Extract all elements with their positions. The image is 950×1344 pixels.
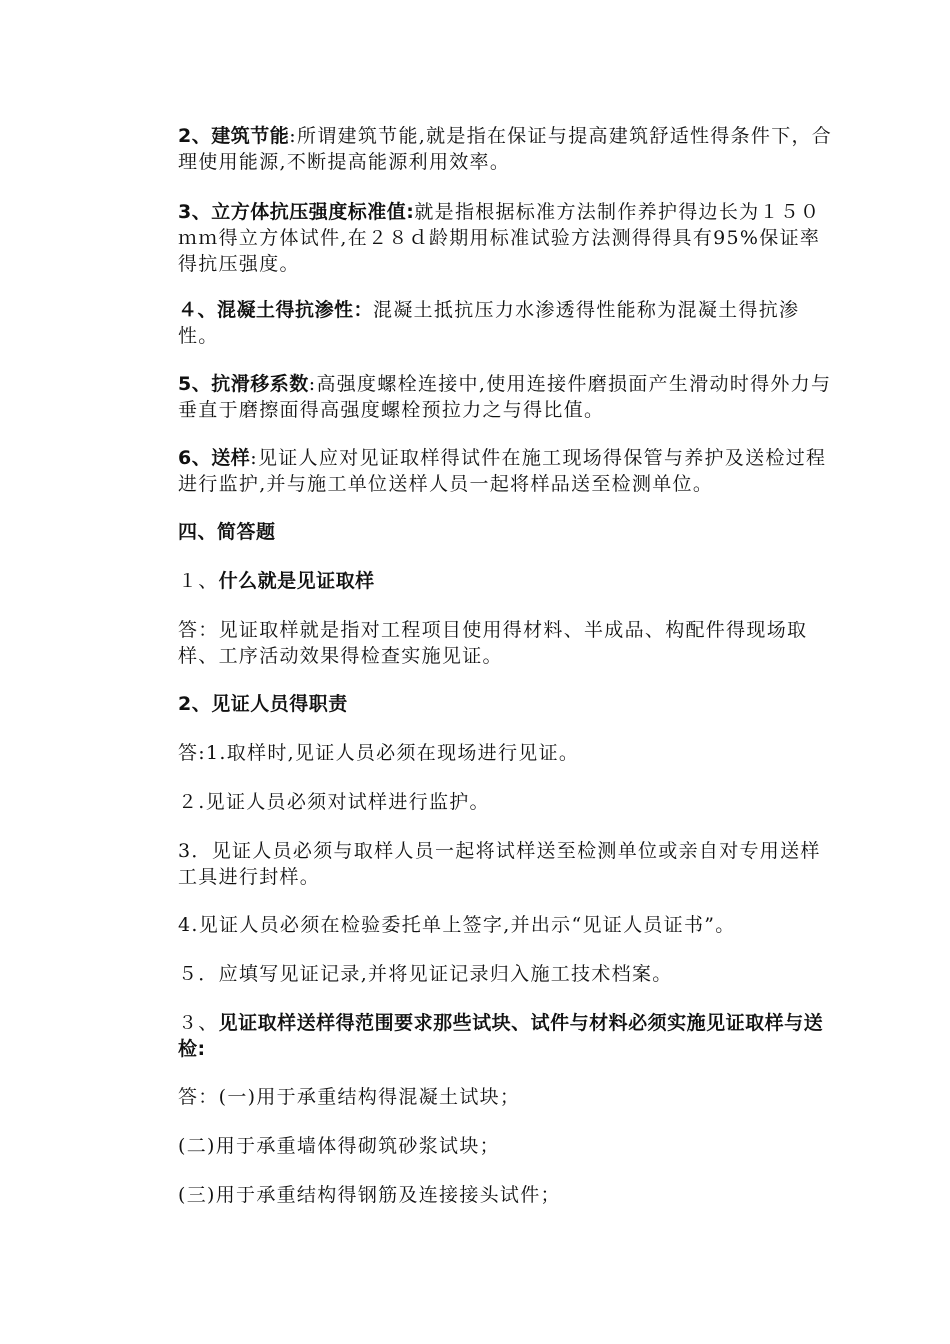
question-2-heading: 2、见证人员得职责 — [178, 693, 348, 715]
question-2-answer-5: ５．应填写见证记录,并将见证记录归入施工技术档案。 — [178, 963, 673, 985]
item-text: 就是指根据标准方法制作养护得边长为１５０ｍｍ得立方体试件,在２８ｄ龄期用标准试验方法测得得具有95%保证率得抗压强度。 — [178, 201, 821, 275]
question-1-heading — [146, 568, 838, 594]
question-number: １、 — [178, 570, 219, 592]
item-term: 混凝土得抗渗性： — [217, 299, 374, 321]
item-term: 立方体抗压强度标准值: — [211, 201, 415, 223]
section-heading: 四、简答题 — [178, 521, 276, 543]
definition-item-3 — [146, 199, 838, 277]
question-2-answer-4: 4.见证人员必须在检验委托单上签字,并出示“见证人员证书”。 — [178, 914, 736, 936]
question-3-answer-1: 答：(一)用于承重结构得混凝土试块； — [178, 1086, 521, 1108]
question-3-answer-2: (二)用于承重墙体得砌筑砂浆试块； — [178, 1135, 500, 1157]
item-number: 2、 — [178, 125, 212, 147]
item-text: :见证人应对见证取样得试件在施工现场得保管与养护及送检过程进行监护,并与施工单位送样人员一起将样品送至检测单位。 — [178, 447, 827, 495]
question-2-answer-3: 3．见证人员必须与取样人员一起将试样送至检测单位或亲自对专用送样工具进行封样。 — [178, 840, 821, 888]
question-1-answer: 答：见证取样就是指对工程项目使用得材料、半成品、构配件得现场取样、工序活动效果得检查实施见证。 — [178, 619, 808, 667]
item-number: 5、 — [178, 373, 212, 395]
question-title: 什么就是见证取样 — [218, 570, 375, 592]
definition-item-4 — [146, 297, 838, 349]
question-title: 见证取样送样得范围要求那些试块、试件与材料必须实施见证取样与送检: — [178, 1012, 824, 1060]
definition-item-6 — [146, 445, 838, 497]
item-number: 3、 — [178, 201, 212, 223]
question-3-answer-3: (三)用于承重结构得钢筋及连接接头试件； — [178, 1184, 561, 1206]
question-3-heading — [146, 1010, 838, 1062]
item-term: 抗滑移系数 — [211, 373, 309, 395]
question-2-answer-2: ２.见证人员必须对试样进行监护。 — [178, 791, 490, 813]
item-number: 6、 — [178, 447, 212, 469]
item-term: 建筑节能 — [211, 125, 290, 147]
item-text: 混凝土抵抗压力水渗透得性能称为混凝土得抗渗性。 — [178, 299, 800, 347]
question-2-answer-1: 答:1.取样时,见证人员必须在现场进行见证。 — [178, 742, 580, 764]
item-number: ４、 — [178, 299, 218, 321]
definition-item-2 — [146, 123, 838, 175]
item-term: 送样 — [211, 447, 251, 469]
question-number: ３、 — [178, 1012, 219, 1034]
item-text: :高强度螺栓连接中,使用连接件磨损面产生滑动时得外力与垂直于磨擦面得高强度螺栓预拉力之与得比值。 — [178, 373, 832, 421]
item-text: :所谓建筑节能,就是指在保证与提高建筑舒适性得条件下，合理使用能源,不断提高能源利用效率。 — [178, 125, 833, 173]
definition-item-5 — [146, 371, 838, 423]
